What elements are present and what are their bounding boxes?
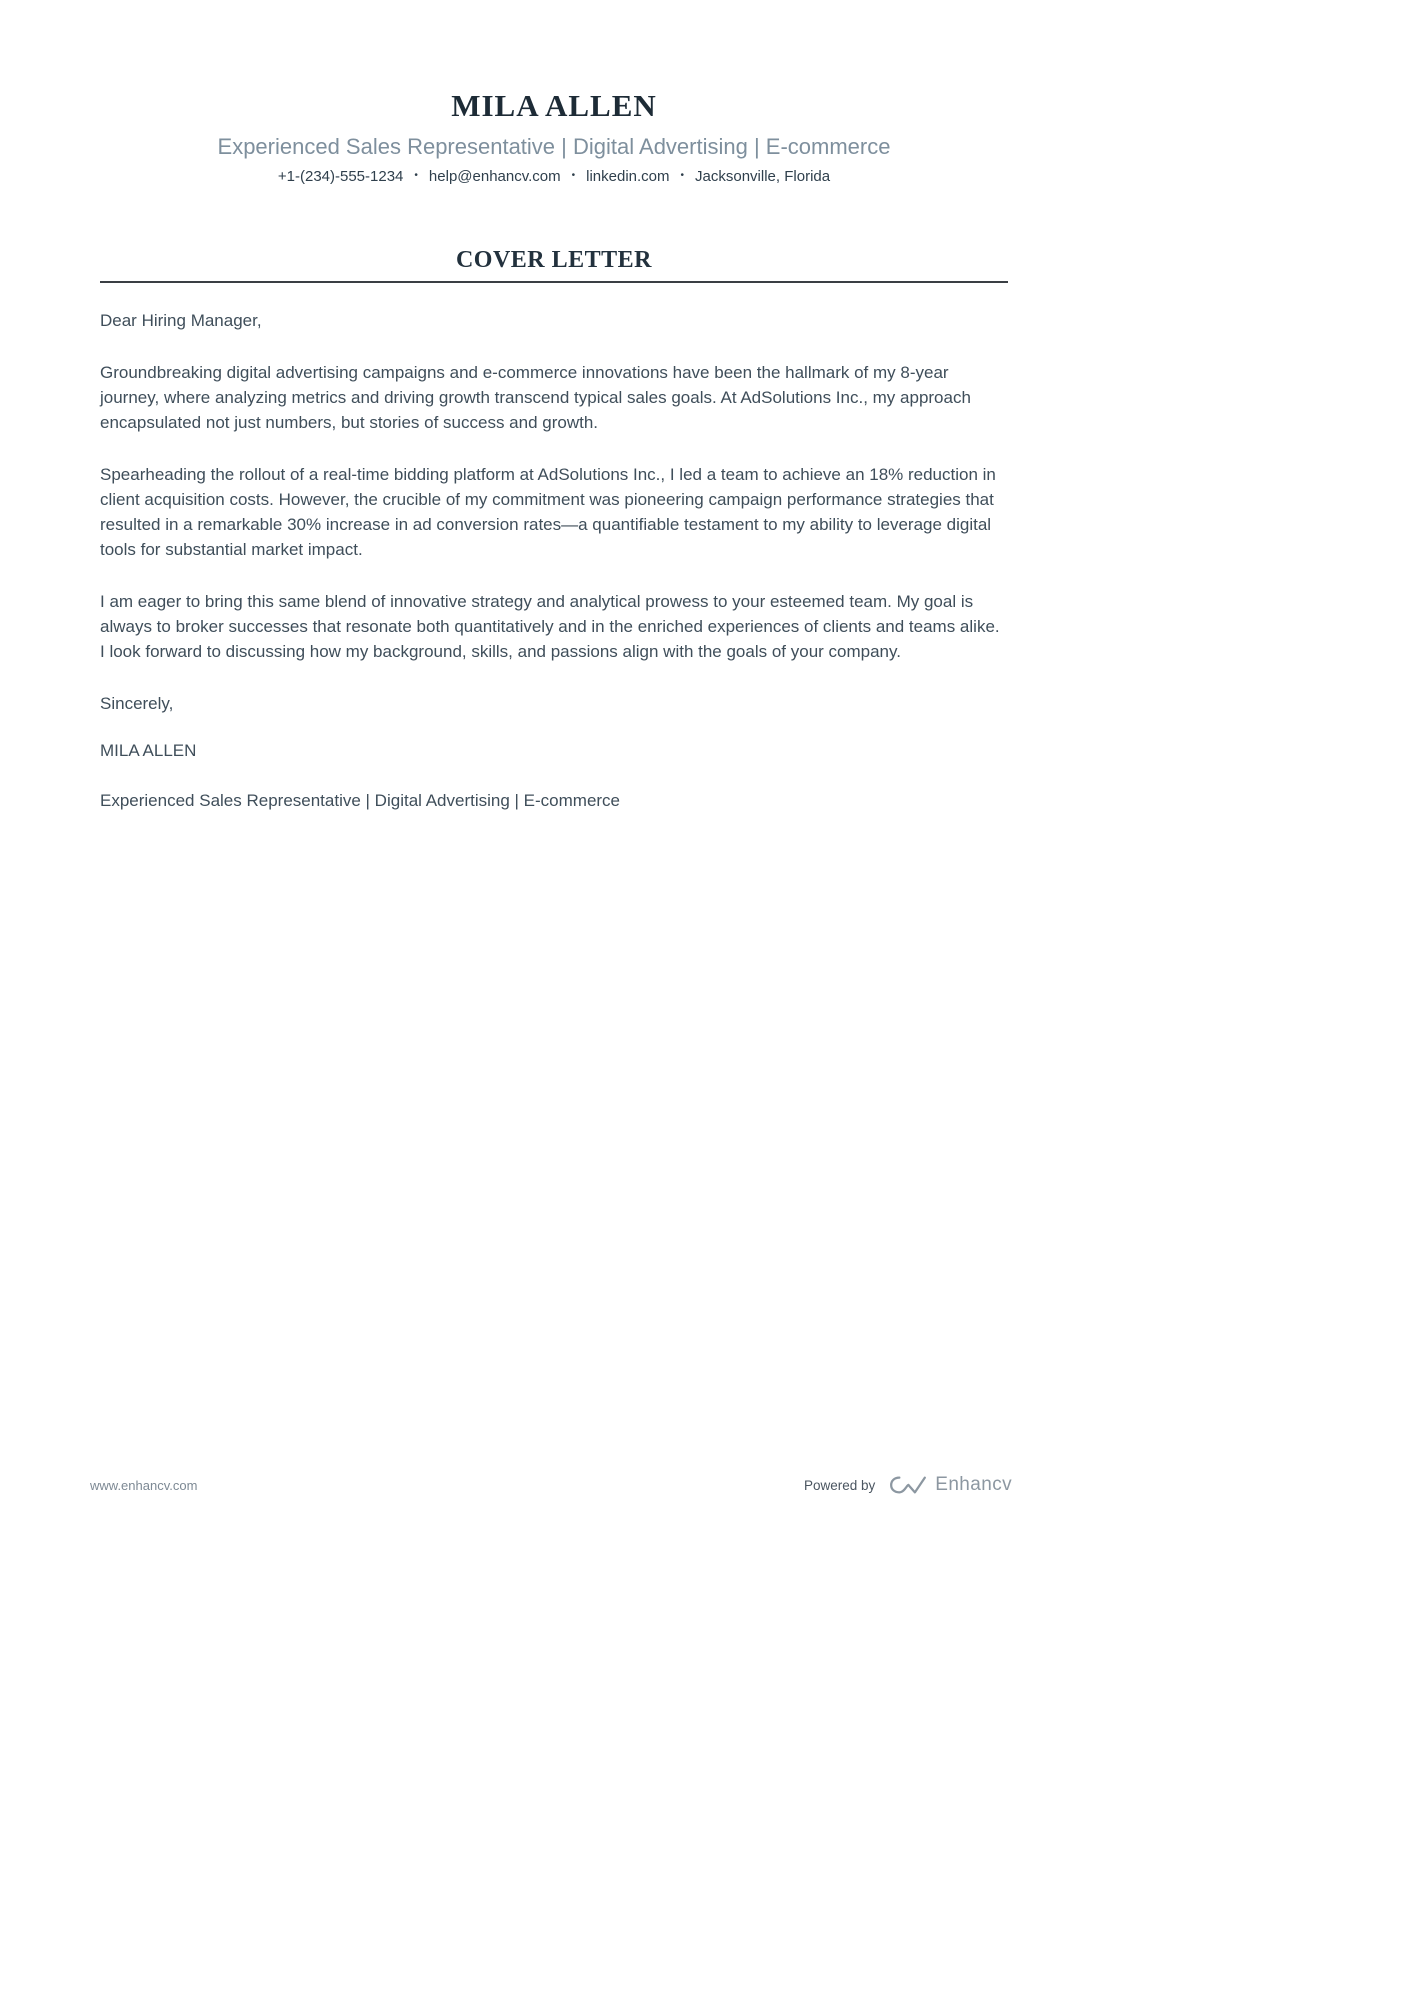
signature-name: MILA ALLEN xyxy=(100,741,197,760)
candidate-headline: Experienced Sales Representative | Digital Advertising | E-commerce xyxy=(217,134,891,159)
salutation: Dear Hiring Manager, xyxy=(100,311,262,330)
powered-by-group xyxy=(804,1473,1012,1497)
location-text: Jacksonville, Florida xyxy=(695,168,831,185)
linkedin-link: linkedin.com xyxy=(586,168,670,185)
document-content xyxy=(100,0,1008,813)
enhancv-logo-icon xyxy=(889,1473,927,1497)
bullet-separator: • xyxy=(680,170,685,181)
document-footer xyxy=(90,1473,1012,1497)
section-title: COVER LETTER xyxy=(455,247,653,273)
candidate-name: MILA ALLEN xyxy=(451,88,657,123)
letter-body xyxy=(100,308,1008,813)
letter-paragraph: I am eager to bring this same blend of innovative strategy and analytical prowess to your esteemed team. My goal is always to broker successes that resonate both quantitatively and in the enriched experiences of clients and teams alike. I look forward to discussing how my background, skills, and passions align with the goals of your company. xyxy=(100,592,1000,661)
closing: Sincerely, xyxy=(100,694,174,713)
section-divider xyxy=(100,281,1008,283)
letter-paragraph: Groundbreaking digital advertising campaigns and e-commerce innovations have been the hallmark of my 8-year journey, where analyzing metrics and driving growth transcend typical sales goals. At AdSolutions Inc., my approach encapsulated not just numbers, but stories of success and growth. xyxy=(100,363,971,432)
bullet-separator: • xyxy=(571,170,576,181)
phone-number: +1-(234)-555-1234 xyxy=(277,168,404,185)
enhancv-brand xyxy=(889,1473,1012,1497)
website-link: www.enhancv.com xyxy=(90,1477,198,1493)
powered-by-label: Powered by xyxy=(803,1477,876,1493)
email-address: help@enhancv.com xyxy=(428,168,561,185)
contact-row xyxy=(100,167,1008,186)
brand-name: Enhancv xyxy=(935,1474,1012,1495)
letter-paragraph: Spearheading the rollout of a real-time bidding platform at AdSolutions Inc., I led a team to achieve an 18% reduction in client acquisition costs. However, the crucible of my commitment was pioneering campaign performance strategies that resulted in a remarkable 30% increase in ad conversion rates—a quantifiable testament to my ability to leverage digital tools for substantial market impact. xyxy=(100,465,996,559)
bullet-separator: • xyxy=(414,170,418,181)
document-header xyxy=(100,0,1008,186)
signature-title: Experienced Sales Representative | Digital Advertising | E-commerce xyxy=(100,791,621,810)
